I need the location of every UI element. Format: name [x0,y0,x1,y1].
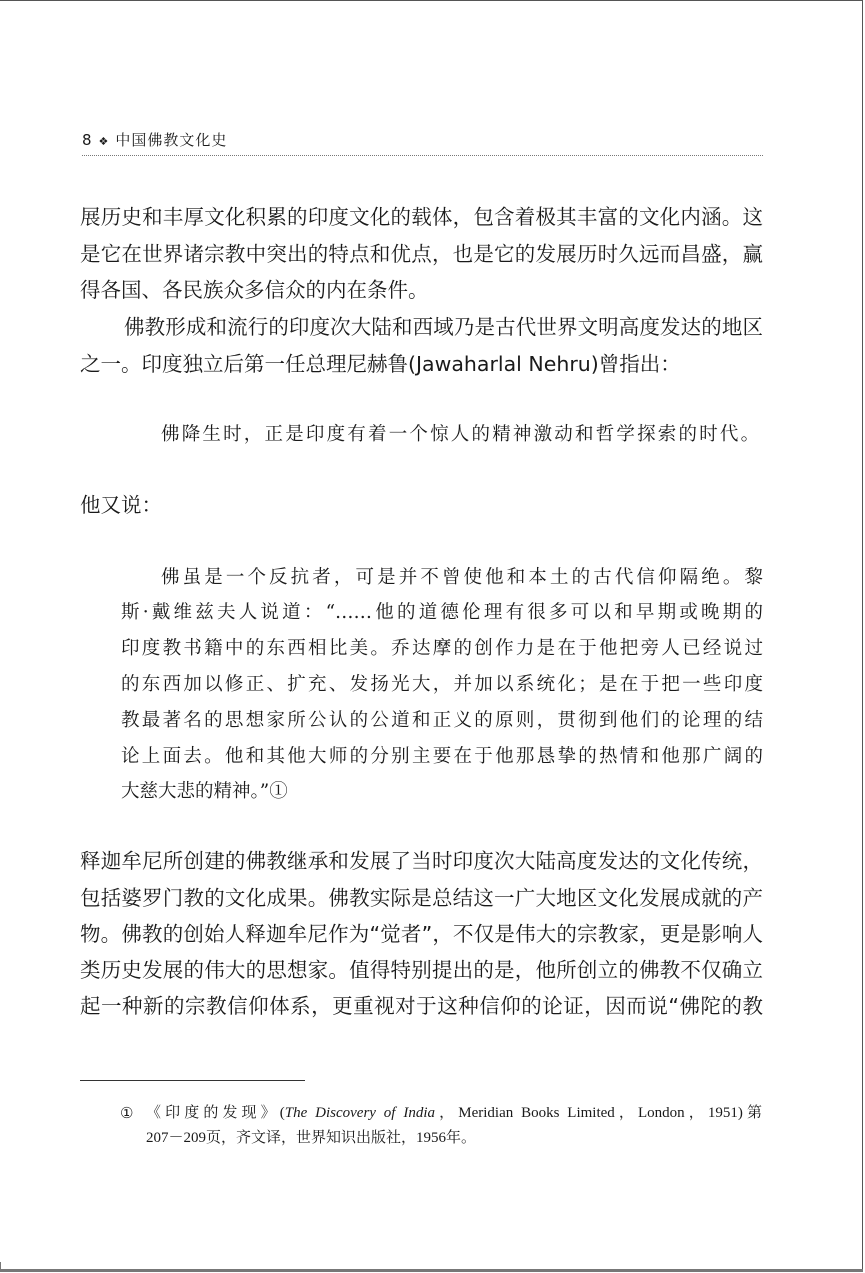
block-quote-2-line: 斯·戴维兹夫人说道：“……他的道德伦理有很多可以和早期或晚期的 [121,602,763,623]
paragraph-1-line: 得各国、各民族众多信众的内在条件。 [80,278,429,302]
paragraph-3-line: 包括婆罗门教的文化成果。佛教实际是总结这一广大地区文化发展成就的产 [80,886,763,910]
footnote-title-cn: 《印度的发现》( [146,1105,285,1121]
paragraph-3-line: 类历史发展的伟大的思想家。值得特别提出的是，他所创立的佛教不仅确立 [80,958,763,982]
footnote-title-en: The Discovery of India [284,1105,436,1121]
paragraph-3-line: 物。佛教的创始人释迦牟尼作为“觉者”，不仅是伟大的宗教家，更是影响人 [80,922,763,946]
running-header [82,129,227,150]
paragraph-3-line: 起一种新的宗教信仰体系，更重视对于这种信仰的论证，因而说“佛陀的教 [80,994,763,1018]
book-title: 中国佛教文化史 [115,131,228,149]
page-border-right [862,0,863,1270]
block-quote-1: 佛降生时，正是印度有着一个惊人的精神激动和哲学探索的时代。 [161,424,762,445]
paragraph-2-line: 佛教形成和流行的印度次大陆和西域乃是古代世界文明高度发达的地区 [124,315,763,339]
footnote-publisher: ，Meridian Books Limited，London，1951)第 [435,1105,762,1121]
footnote-marker: ① [120,1104,134,1122]
paragraph-1-line: 展历史和丰厚文化积累的印度文化的载体，包含着极其丰富的文化内涵。这 [80,205,763,229]
page-border-bottom [0,1269,863,1272]
page-border-left-corner [0,1262,1,1272]
block-quote-2-line: 教最著名的思想家所公认的公道和正义的原则，贯彻到他们的论理的结 [121,710,763,731]
paragraph-1-line: 是它在世界诸宗教中突出的特点和优点，也是它的发展历时久远而昌盛，赢 [80,242,763,266]
block-quote-2-line: 佛虽是一个反抗者，可是并不曾使他和本土的古代信仰隔绝。黎 [161,567,763,588]
block-quote-2-line: 的东西加以修正、扩充、发扬光大，并加以系统化；是在于把一些印度 [121,674,763,695]
paragraph-2-line: 之一。印度独立后第一任总理尼赫鲁(Jawaharlal Nehru)曾指出： [80,352,681,376]
ornament-icon: ❖ [98,135,110,148]
footnote-rule [80,1080,305,1081]
footnote-line-2: 207－209页，齐文译，世界知识出版社，1956年。 [146,1130,477,1146]
block-quote-2-line: 大慈大悲的精神。”① [121,781,288,802]
header-dotted-rule [82,155,763,156]
paragraph-3-line: 释迦牟尼所创建的佛教继承和发展了当时印度次大陆高度发达的文化传统， [80,849,763,873]
block-quote-2-line: 论上面去。他和其他大师的分别主要在于他那恳挚的热情和他那广阔的 [121,746,763,767]
page-border-top [0,0,863,1]
footnote-line-1 [146,1103,762,1123]
page-number: 8 [82,131,93,149]
transition-text: 他又说： [80,493,162,517]
block-quote-2-line: 印度教书籍中的东西相比美。乔达摩的创作力是在于他把旁人已经说过 [121,638,763,659]
